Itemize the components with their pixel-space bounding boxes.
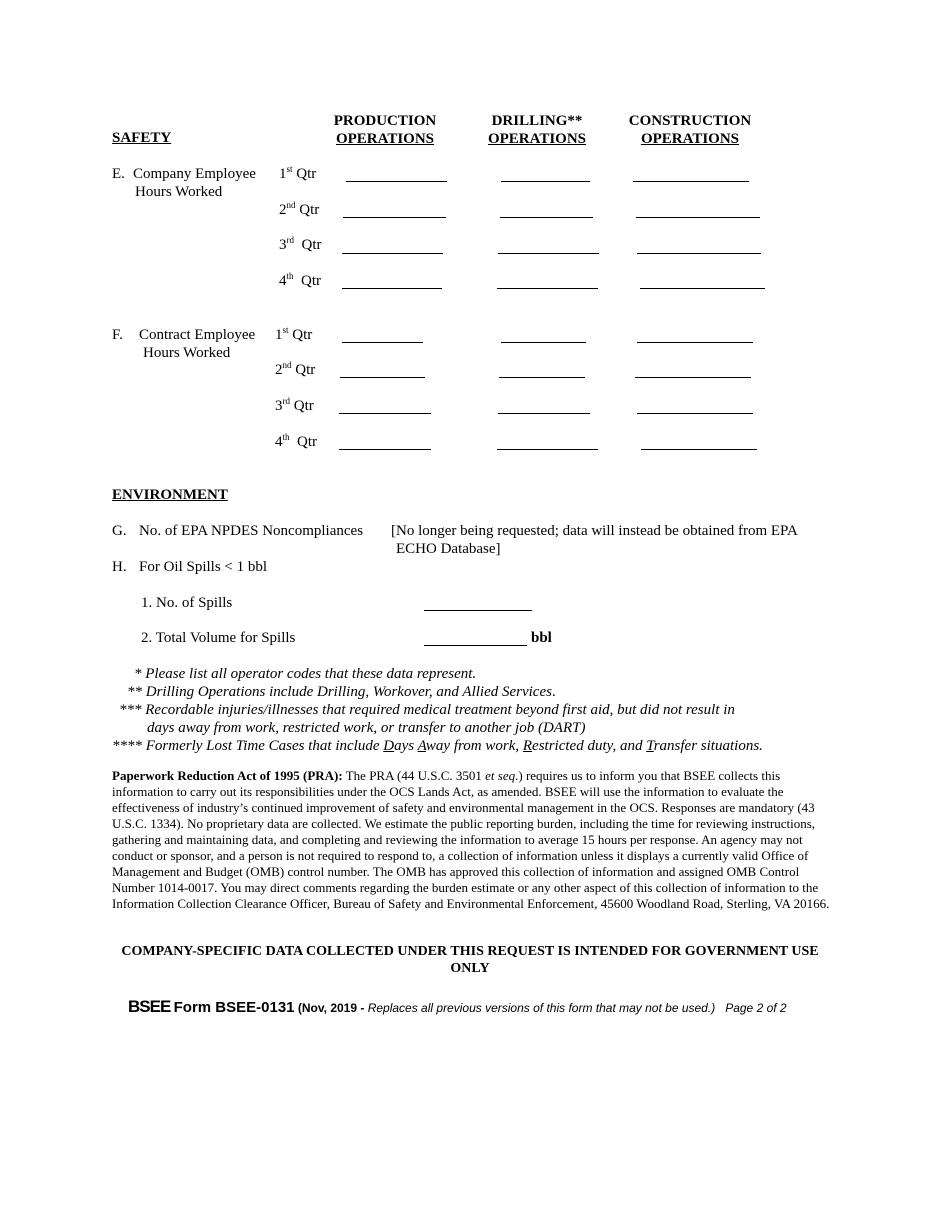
row-e-letter: E. (112, 166, 125, 182)
construction-q2-field[interactable] (636, 217, 760, 218)
footnote-4: **** Formerly Lost Time Cases that include Days Away from work, Restricted duty, and Transfer situations. (112, 738, 763, 754)
column-header-line2: OPERATIONS (335, 131, 435, 147)
row-g-note-line1: [No longer being requested; data will instead be obtained from EPA (391, 523, 798, 539)
quarter-label: 2nd Qtr (275, 360, 316, 378)
quarter-label: 4th Qtr (275, 432, 318, 450)
row-g-note-line2: ECHO Database] (396, 541, 501, 557)
column-header-line2: OPERATIONS (640, 131, 740, 147)
row-g-letter: G. (112, 523, 127, 539)
construction-q1-field[interactable] (633, 181, 749, 182)
construction-q4-field[interactable] (640, 288, 765, 289)
footnote-2: ** Drilling Operations include Drilling, Workover, and Allied Services. (127, 684, 556, 700)
row-f-label: Contract Employee (139, 327, 256, 343)
row-f-sublabel: Hours Worked (143, 345, 231, 361)
spills-count-label: 1. No. of Spills (141, 595, 233, 611)
form-id: Form BSEE-0131 (173, 999, 295, 1016)
row-e-sublabel: Hours Worked (135, 184, 223, 200)
row-h-letter: H. (112, 559, 127, 575)
form-date: (Nov, 2019 - (297, 1001, 365, 1015)
column-header-line2: OPERATIONS (487, 131, 587, 147)
drilling-q2-field[interactable] (499, 377, 585, 378)
quarter-label: 4th Qtr (279, 271, 322, 289)
row-h-label: For Oil Spills < 1 bbl (139, 559, 268, 575)
row-g-label: No. of EPA NPDES Noncompliances (139, 523, 364, 539)
production-q4-field[interactable] (342, 288, 442, 289)
volume-unit: bbl (531, 630, 552, 646)
page-number: Page 2 of 2 (725, 1001, 787, 1015)
production-q1-field[interactable] (342, 342, 423, 343)
footnote-3-continued: days away from work, restricted work, or transfer to another job (DART) (147, 720, 586, 736)
production-q2-field[interactable] (340, 377, 425, 378)
drilling-q3-field[interactable] (498, 253, 599, 254)
spills-volume-field[interactable] (424, 645, 527, 646)
production-q3-field[interactable] (342, 253, 443, 254)
spills-count-field[interactable] (424, 610, 532, 611)
footnote-1: * Please list all operator codes that these data represent. (134, 666, 477, 682)
spills-volume-label: 2. Total Volume for Spills (141, 630, 296, 646)
production-operations-header (325, 112, 445, 148)
quarter-label: 2nd Qtr (279, 200, 320, 218)
construction-q4-field[interactable] (641, 449, 757, 450)
drilling-q1-field[interactable] (501, 342, 586, 343)
quarter-label: 1st Qtr (275, 325, 313, 343)
quarter-label: 3rd Qtr (275, 396, 314, 414)
drilling-q1-field[interactable] (501, 181, 590, 182)
construction-operations-header (622, 112, 758, 148)
drilling-operations-header (478, 112, 596, 148)
government-use-notice: COMPANY-SPECIFIC DATA COLLECTED UNDER THIS REQUEST IS INTENDED FOR GOVERNMENT USE ONLY (121, 944, 819, 976)
construction-q3-field[interactable] (637, 413, 753, 414)
construction-q1-field[interactable] (637, 342, 753, 343)
bsee-logo: BSEE (128, 997, 171, 1016)
production-q1-field[interactable] (346, 181, 447, 182)
construction-q2-field[interactable] (635, 377, 751, 378)
column-header-line1: PRODUCTION (333, 113, 437, 129)
environment-heading: ENVIRONMENT (112, 487, 228, 503)
production-q4-field[interactable] (339, 449, 431, 450)
drilling-q3-field[interactable] (498, 413, 590, 414)
drilling-q2-field[interactable] (500, 217, 593, 218)
row-e-label: Company Employee (133, 166, 256, 182)
column-header-line1: DRILLING** (491, 113, 583, 129)
production-q3-field[interactable] (339, 413, 431, 414)
drilling-q4-field[interactable] (497, 288, 598, 289)
row-f-letter: F. (112, 327, 123, 343)
safety-heading: SAFETY (112, 130, 172, 146)
replaces-notice: Replaces all previous versions of this form that may not be used.) (367, 1001, 716, 1015)
column-header-line1: CONSTRUCTION (628, 113, 752, 129)
production-q2-field[interactable] (343, 217, 446, 218)
footnote-3: *** Recordable injuries/illnesses that required medical treatment beyond first aid, but did not result in (119, 702, 735, 718)
construction-q3-field[interactable] (637, 253, 761, 254)
quarter-label: 3rd Qtr (279, 235, 322, 253)
pra-title: Paperwork Reduction Act of 1995 (PRA): (112, 768, 343, 783)
quarter-label: 1st Qtr (279, 164, 317, 182)
drilling-q4-field[interactable] (497, 449, 598, 450)
form-footer (128, 997, 787, 1017)
paperwork-reduction-act-notice: Paperwork Reduction Act of 1995 (PRA): The PRA (44 U.S.C. 3501 et seq.) requires us to inform you that BSEE collects this information to carry out its responsibilities under the OCS Lands Act, as amended. BSEE will use the information to evaluate the effectiveness of industry’s continued improvement of safety and environmental management in the OCS. Responses are mandatory (43 U.S.C. 1334). No proprietary data are collected. We estimate the public reporting burden, including the time for reviewing instructions, gathering and maintaining data, and completing and reviewing the information to average 15 hours per response. An agency may not conduct or sponsor, and a person is not required to respond to, a collection of information unless it displays a currently valid Office of Management and Budget (OMB) control number. The OMB has approved this collection of information and assigned OMB Control Number 1014-0017. You may direct comments regarding the burden estimate or any other aspect of this collection of information to the Information Collection Clearance Officer, Bureau of Safety and Environmental Enforcement, 45600 Woodland Road, Sterling, VA 20166. (112, 768, 830, 911)
